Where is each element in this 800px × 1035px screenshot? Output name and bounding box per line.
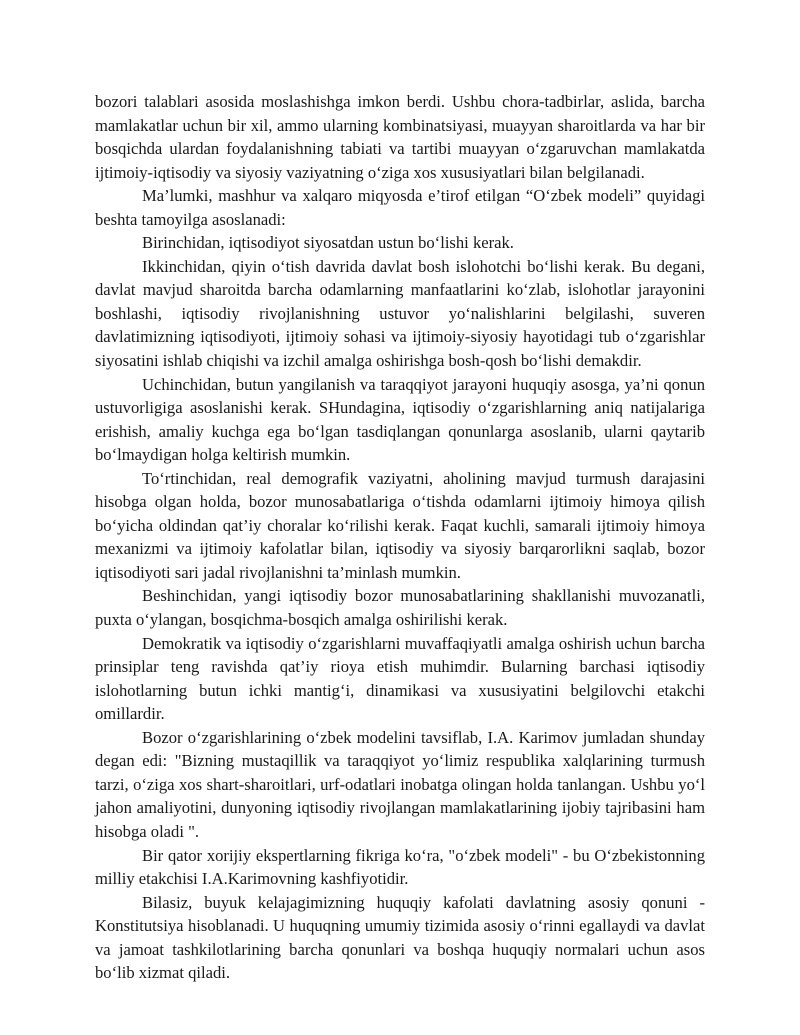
paragraph-10: Bir qator xorijiy ekspertlarning fikriga ko‘ra, "o‘zbek modeli" - bu O‘zbekistonning milliy etakchisi I.A.Karimovning kashfiyotidir. xyxy=(95,845,705,889)
paragraph-3: Birinchidan, iqtisodiyot siyosatdan ustun bo‘lishi kerak. xyxy=(142,233,514,253)
paragraph-6: To‘rtinchidan, real demografik vaziyatni, aholining mavjud turmush darajasini hisobga olgan holda, bozor munosabatlariga o‘tishda odamlarni ijtimoiy himoya qilish bo‘yicha oldindan qat’iy choralar ko‘rilishi kerak. Faqat kuchli, samarali ijtimoiy himoya mexanizmi va ijtimoiy kafolatlar bilan, iqtisodiy va siyosiy barqarorlikni saqlab, bozor iqtisodiyoti sari jadal rivojlanishni ta’minlash mumkin. xyxy=(95,468,705,582)
paragraph-11: Bilasiz, buyuk kelajagimizning huquqiy kafolati davlatning asosiy qonuni - Konstitutsiya hisoblanadi. U huquqning umumiy tizimida asosiy o‘rinni egallaydi va davlat va jamoat tashkilotlarining barcha qonunlari va boshqa huquqiy normalari uchun asos bo‘lib xizmat qiladi. xyxy=(95,892,705,983)
paragraph-1: bozori talablari asosida moslashishga imkon berdi. Ushbu chora-tadbirlar, aslida, barcha mamlakatlar uchun bir xil, ammo ularning kombinatsiyasi, muayyan sharoitlarda va har bir bosqichda ulardan foydalanishning tabiati va tartibi muayyan o‘zgaruvchan mamlakatda ijtimoiy-iqtisodiy va siyosiy vaziyatning o‘ziga xos xususiyatlari bilan belgilanadi. xyxy=(95,92,705,182)
paragraph-5: Uchinchidan, butun yangilanish va taraqqiyot jarayoni huquqiy asosga, ya’ni qonun ustuvorligiga asoslanishi kerak. SHundagina, iqtisodiy o‘zgarishlarning aniq natijalariga erishish, amaliy kuchga ega bo‘lgan tasdiqlangan qonunlarga asoslanib, ularni qaytarib bo‘lmaydigan holga keltirish mumkin. xyxy=(95,374,705,465)
document-page xyxy=(95,90,705,985)
paragraph-7: Beshinchidan, yangi iqtisodiy bozor munosabatlarining shakllanishi muvozanatli, puxta o‘ylangan, bosqichma-bosqich amalga oshirilishi kerak. xyxy=(95,586,705,630)
paragraph-9: Bozor o‘zgarishlarining o‘zbek modelini tavsiflab, I.A. Karimov jumladan shunday degan edi: "Bizning mustaqillik va taraqqiyot yo‘limiz respublika xalqlarining turmush tarzi, o‘ziga xos shart-sharoitlari, urf-odatlari inobatga olingan holda tanlangan. Ushbu yo‘l jahon amaliyotini, dunyoning iqtisodiy rivojlangan mamlakatlarining ijobiy tajribasini ham hisobga oladi ". xyxy=(95,727,705,841)
paragraph-2: Ma’lumki, mashhur va xalqaro miqyosda e’tirof etilgan “O‘zbek modeli” quyidagi beshta tamoyilga asoslanadi: xyxy=(95,186,705,229)
paragraph-4: Ikkinchidan, qiyin o‘tish davrida davlat bosh islohotchi bo‘lishi kerak. Bu degani, davlat mavjud sharoitda barcha odamlarning manfaatlarini ko‘zlab, islohotlar jarayonini boshlashi, iqtisodiy rivojlanishning ustuvor yo‘nalishlarini belgilashi, suveren davlatimizning iqtisodiyoti, ijtimoiy sohasi va ijtimoiy-siyosiy hayotidagi tub o‘zgarishlar siyosatini ishlab chiqishi va izchil amalga oshirishga bosh-qosh bo‘lishi demakdir. xyxy=(95,256,705,371)
paragraph-8: Demokratik va iqtisodiy o‘zgarishlarni muvaffaqiyatli amalga oshirish uchun barcha prinsiplar teng ravishda qat’iy rioya etish muhimdir. Bularning barchasi iqtisodiy islohotlarning butun ichki mantig‘i, dinamikasi va xususiyatini belgilovchi etakchi omillardir. xyxy=(95,633,705,724)
